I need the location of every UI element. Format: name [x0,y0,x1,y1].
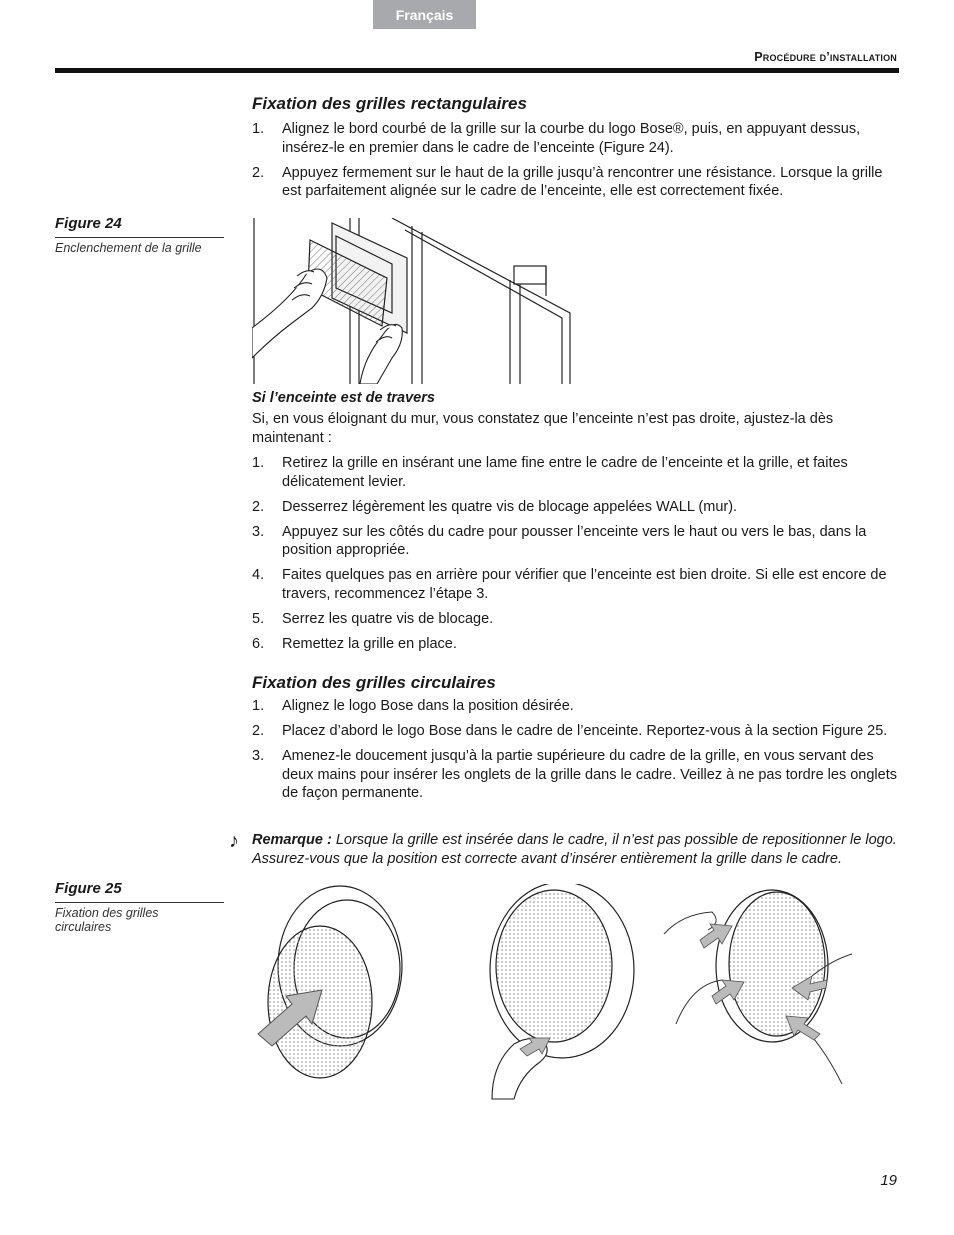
section-heading-circular: Fixation des grilles circulaires [252,673,496,692]
list-item: 1. Retirez la grille en insérant une lame fine entre le cadre de l’enceinte et la grille, et faites délicatement levier. [252,455,848,490]
note-text: Lorsque la grille est insérée dans le cadre, il n’est pas possible de repositionner le logo. Assurez-vous que la position est correcte avant d’insérer entièrement la grille dans le cadre. [252,832,897,867]
list-item: 1. Alignez le bord courbé de la grille sur la courbe du logo Bose®, puis, en appuyant dessus, insérez-le en premier dans le cadre de l’enceinte (Figure 24). [252,121,861,156]
crooked-steps [252,454,897,660]
list-item: 2. Desserrez légèrement les quatre vis de blocage appelées WALL (mur). [252,498,738,515]
figure-24-label: Figure 24 [55,215,224,238]
page-number: 19 [880,1172,897,1189]
figure-25-caption: Fixation des grilles circulaires [55,906,159,934]
note-paragraph [252,831,897,868]
section-heading-rectangular: Fixation des grilles rectangulaires [252,94,527,113]
figure-24-caption: Enclenchement de la grille [55,241,202,255]
note-label: Remarque : [252,832,332,848]
music-note-icon: ♪ [229,830,239,852]
list-item: 4. Faites quelques pas en arrière pour vérifier que l’enceinte est bien droite. Si elle est encore de travers, recommencez l’étape 3. [252,567,887,602]
crooked-intro: Si, en vous éloignant du mur, vous constatez que l’enceinte n’est pas droite, ajustez-la dès maintenant : [252,411,834,446]
rectangular-steps [252,120,897,207]
list-item: 5. Serrez les quatre vis de blocage. [252,610,494,627]
list-item: 2. Appuyez fermement sur le haut de la grille jusqu’à rencontrer une résistance. Lorsque la grille est parfaitement alignée sur le cadre de l’enceinte, elle est correctement fixée. [252,164,883,199]
header-rule [55,68,899,73]
figure-25-label: Figure 25 [55,880,224,903]
list-item: 3. Amenez-le doucement jusqu’à la partie supérieure du cadre de la grille, en vous servant des deux mains pour insérer les onglets de la grille dans le cadre. Veillez à ne pas tordre les onglets de façon permanente. [252,748,897,801]
language-tab[interactable]: Français [373,0,476,29]
list-item: 2. Placez d’abord le logo Bose dans le cadre de l’enceinte. Reportez-vous à la section Figure 25. [252,723,888,739]
crooked-heading: Si l’enceinte est de travers [252,390,435,406]
figure-25-illustration [252,884,872,1104]
circular-steps [252,697,897,809]
list-item: 3. Appuyez sur les côtés du cadre pour pousser l’enceinte vers le haut ou vers le bas, dans la position appropriée. [252,523,867,558]
list-item: 1. Alignez le logo Bose dans la position désirée. [252,698,574,714]
list-item: 6. Remettez la grille en place. [252,635,457,652]
figure-24-illustration [252,218,577,384]
section-header: Procédure d’installation [754,50,897,64]
